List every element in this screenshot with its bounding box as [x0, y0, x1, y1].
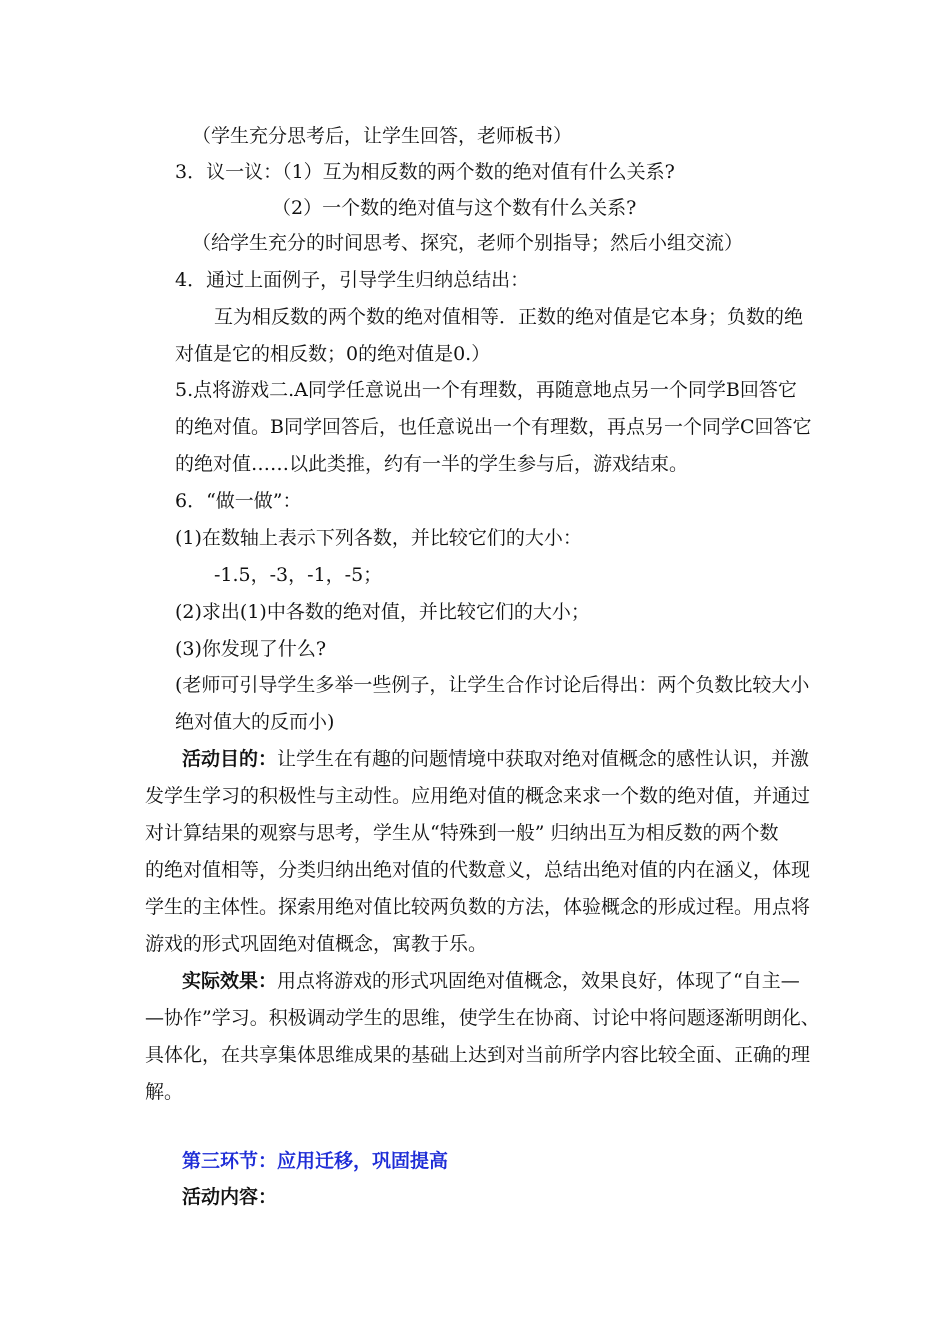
text-line: （学生充分思考后，让学生回答，老师板书） — [192, 125, 573, 147]
text-line: 绝对值大的反而小) — [175, 711, 335, 733]
purpose-text: 让学生在有趣的问题情境中获取对绝对值概念的感性认识，并激 — [277, 748, 810, 770]
effect-line: 解。 — [145, 1081, 184, 1103]
text-line: 6．“做一做”： — [175, 490, 302, 512]
text-line: -1.5，-3，-1，-5； — [214, 564, 383, 586]
text-line: 4．通过上面例子，引导学生归纳总结出： — [175, 269, 530, 291]
purpose-line: 游戏的形式巩固绝对值概念，寓教于乐。 — [145, 933, 488, 955]
text-line: (1)在数轴上表示下列各数，并比较它们的大小： — [175, 527, 582, 549]
purpose-label: 活动目的： — [182, 748, 278, 770]
text-line: (老师可引导学生多举一些例子，让学生合作讨论后得出：两个负数比较大小 — [175, 674, 810, 696]
text-line: 的绝对值。B同学回答后，也任意说出一个有理数，再点另一个同学C回答它 — [175, 416, 812, 438]
purpose-line: 发学生学习的积极性与主动性。应用绝对值的概念来求一个数的绝对值，并通过 — [145, 785, 811, 807]
text-line: (2)求出(1)中各数的绝对值，并比较它们的大小； — [175, 601, 590, 623]
text-line: 5.点将游戏二.A同学任意说出一个有理数，再随意地点另一个同学B回答它 — [175, 379, 797, 401]
effect-line: 具体化，在共享集体思维成果的基础上达到对当前所学内容比较全面、正确的理 — [145, 1044, 811, 1066]
purpose-paragraph-first-line — [182, 747, 809, 771]
text-line: (3)你发现了什么? — [175, 638, 327, 660]
purpose-line: 的绝对值相等，分类归纳出绝对值的代数意义，总结出绝对值的内在涵义，体现 — [145, 859, 811, 881]
effect-label: 实际效果： — [182, 970, 278, 992]
effect-paragraph-first-line — [182, 969, 800, 993]
text-line: 对值是它的相反数；0的绝对值是0.） — [175, 343, 491, 365]
text-line: 的绝对值……以此类推，约有一半的学生参与后，游戏结束。 — [175, 453, 689, 475]
activity-content-label: 活动内容： — [182, 1186, 278, 1208]
section-heading: 第三环节：应用迁移，巩固提高 — [182, 1150, 449, 1172]
text-line: 互为相反数的两个数的绝对值相等．正数的绝对值是它本身；负数的绝 — [214, 306, 804, 328]
effect-text: 用点将游戏的形式巩固绝对值概念，效果良好，体现了“自主— — [277, 970, 800, 992]
text-line: 3．议一议：（1）互为相反数的两个数的绝对值有什么关系? — [175, 161, 675, 183]
text-line: （给学生充分的时间思考、探究，老师个别指导；然后小组交流） — [192, 232, 744, 254]
text-line: （2）一个数的绝对值与这个数有什么关系? — [272, 197, 637, 219]
purpose-line: 学生的主体性。探索用绝对值比较两负数的方法，体验概念的形成过程。用点将 — [145, 896, 811, 918]
purpose-line: 对计算结果的观察与思考，学生从“特殊到一般” 归纳出互为相反数的两个数 — [145, 822, 779, 844]
effect-line: —协作”学习。积极调动学生的思维，使学生在协商、讨论中将问题逐渐明朗化、 — [145, 1007, 820, 1029]
